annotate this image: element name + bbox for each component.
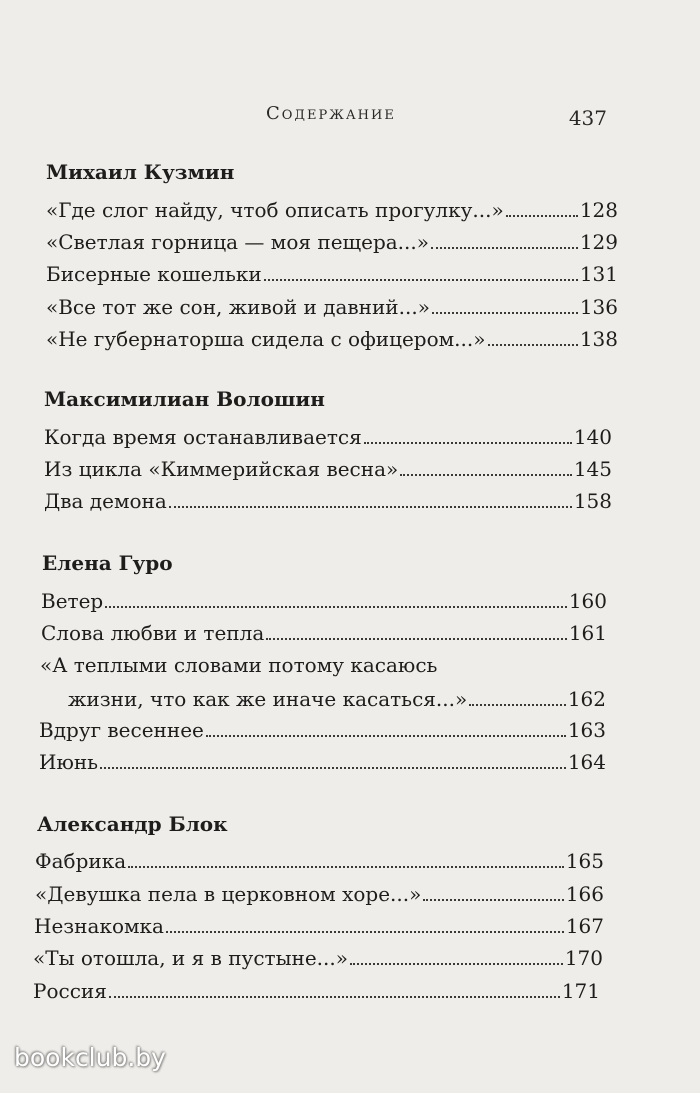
toc-entry — [46, 295, 618, 319]
entry-page: 145 — [573, 457, 612, 481]
dot-leader — [506, 215, 578, 217]
dot-leader — [400, 474, 572, 476]
toc-entry — [39, 750, 606, 774]
toc-entry — [39, 718, 606, 742]
dot-leader — [423, 899, 563, 901]
entry-title: Россия — [33, 979, 107, 1003]
entry-title: «А теплыми словами потому касаюсь — [40, 653, 438, 677]
entry-page: 166 — [565, 882, 604, 906]
entry-page: 138 — [579, 327, 618, 351]
entry-title: Два демона — [44, 489, 167, 513]
entry-title: «Девушка пела в церковном хоре...» — [35, 882, 422, 906]
dot-leader — [364, 442, 572, 444]
entry-title: Из цикла «Киммерийская весна» — [44, 457, 399, 481]
entry-title: Бисерные кошельки — [46, 262, 262, 286]
entry-title: «Не губернаторша сидела с офицером...» — [46, 327, 486, 351]
site-watermark: bookclub.by — [14, 1043, 166, 1072]
dot-leader — [109, 996, 560, 998]
entry-title: Вдруг весеннее — [39, 718, 204, 742]
toc-entry — [46, 262, 618, 286]
author-heading: Михаил Кузмин — [46, 160, 235, 184]
dot-leader — [431, 247, 578, 249]
toc-entry — [34, 914, 604, 938]
entry-title: «Все тот же сон, живой и давний...» — [46, 295, 430, 319]
dot-leader — [105, 606, 567, 608]
toc-entry — [41, 589, 607, 613]
toc-entry — [40, 653, 606, 711]
entry-page: 136 — [579, 295, 618, 319]
dot-leader — [469, 704, 566, 706]
dot-leader — [166, 931, 564, 933]
toc-entry — [46, 327, 618, 351]
toc-entry — [33, 946, 603, 970]
entry-title: Июнь — [39, 750, 99, 774]
entry-page: 131 — [579, 262, 618, 286]
entry-title: «Где слог найду, чтоб описать прогулку...» — [46, 198, 504, 222]
author-heading: Александр Блок — [37, 812, 228, 836]
dot-leader — [169, 506, 572, 508]
toc-entry — [44, 425, 612, 449]
entry-page: 170 — [564, 946, 603, 970]
running-header-title: Содержание — [266, 103, 396, 124]
entry-title: Слова любви и тепла — [41, 621, 265, 645]
entry-page: 164 — [567, 750, 606, 774]
toc-entry — [33, 979, 600, 1003]
author-heading: Максимилиан Волошин — [44, 387, 325, 411]
toc-entry — [44, 457, 612, 481]
entry-page: 162 — [567, 687, 606, 711]
dot-leader — [350, 963, 563, 965]
entry-page: 140 — [573, 425, 612, 449]
entry-page: 171 — [561, 979, 600, 1003]
dot-leader — [264, 279, 578, 281]
toc-entry — [46, 230, 618, 254]
entry-title: Ветер — [41, 589, 104, 613]
entry-page: 167 — [565, 914, 604, 938]
entry-title: Незнакомка — [34, 914, 164, 938]
toc-entry — [35, 849, 604, 873]
toc-entry — [46, 198, 618, 222]
entry-title: «Ты отошла, и я в пустыне...» — [33, 946, 348, 970]
toc-entry — [41, 621, 607, 645]
dot-leader — [488, 344, 578, 346]
dot-leader — [100, 767, 566, 769]
entry-page: 165 — [565, 849, 604, 873]
entry-page: 129 — [579, 230, 618, 254]
author-heading: Елена Гуро — [42, 551, 173, 575]
entry-title: Когда время останавливается — [44, 425, 362, 449]
dot-leader — [206, 735, 566, 737]
toc-entry — [35, 882, 604, 906]
entry-page: 128 — [579, 198, 618, 222]
entry-continuation — [40, 687, 606, 711]
dot-leader — [266, 638, 567, 640]
entry-title: Фабрика — [35, 849, 127, 873]
entry-page: 160 — [568, 589, 607, 613]
entry-title: «Светлая горница — моя пещера...» — [46, 230, 429, 254]
dot-leader — [432, 312, 578, 314]
entry-page: 163 — [567, 718, 606, 742]
page-number: 437 — [568, 106, 607, 130]
entry-title-continuation: жизни, что как же иначе касаться...» — [68, 687, 468, 711]
toc-entry — [44, 489, 612, 513]
dot-leader — [128, 866, 564, 868]
entry-page: 161 — [568, 621, 607, 645]
entry-page: 158 — [573, 489, 612, 513]
